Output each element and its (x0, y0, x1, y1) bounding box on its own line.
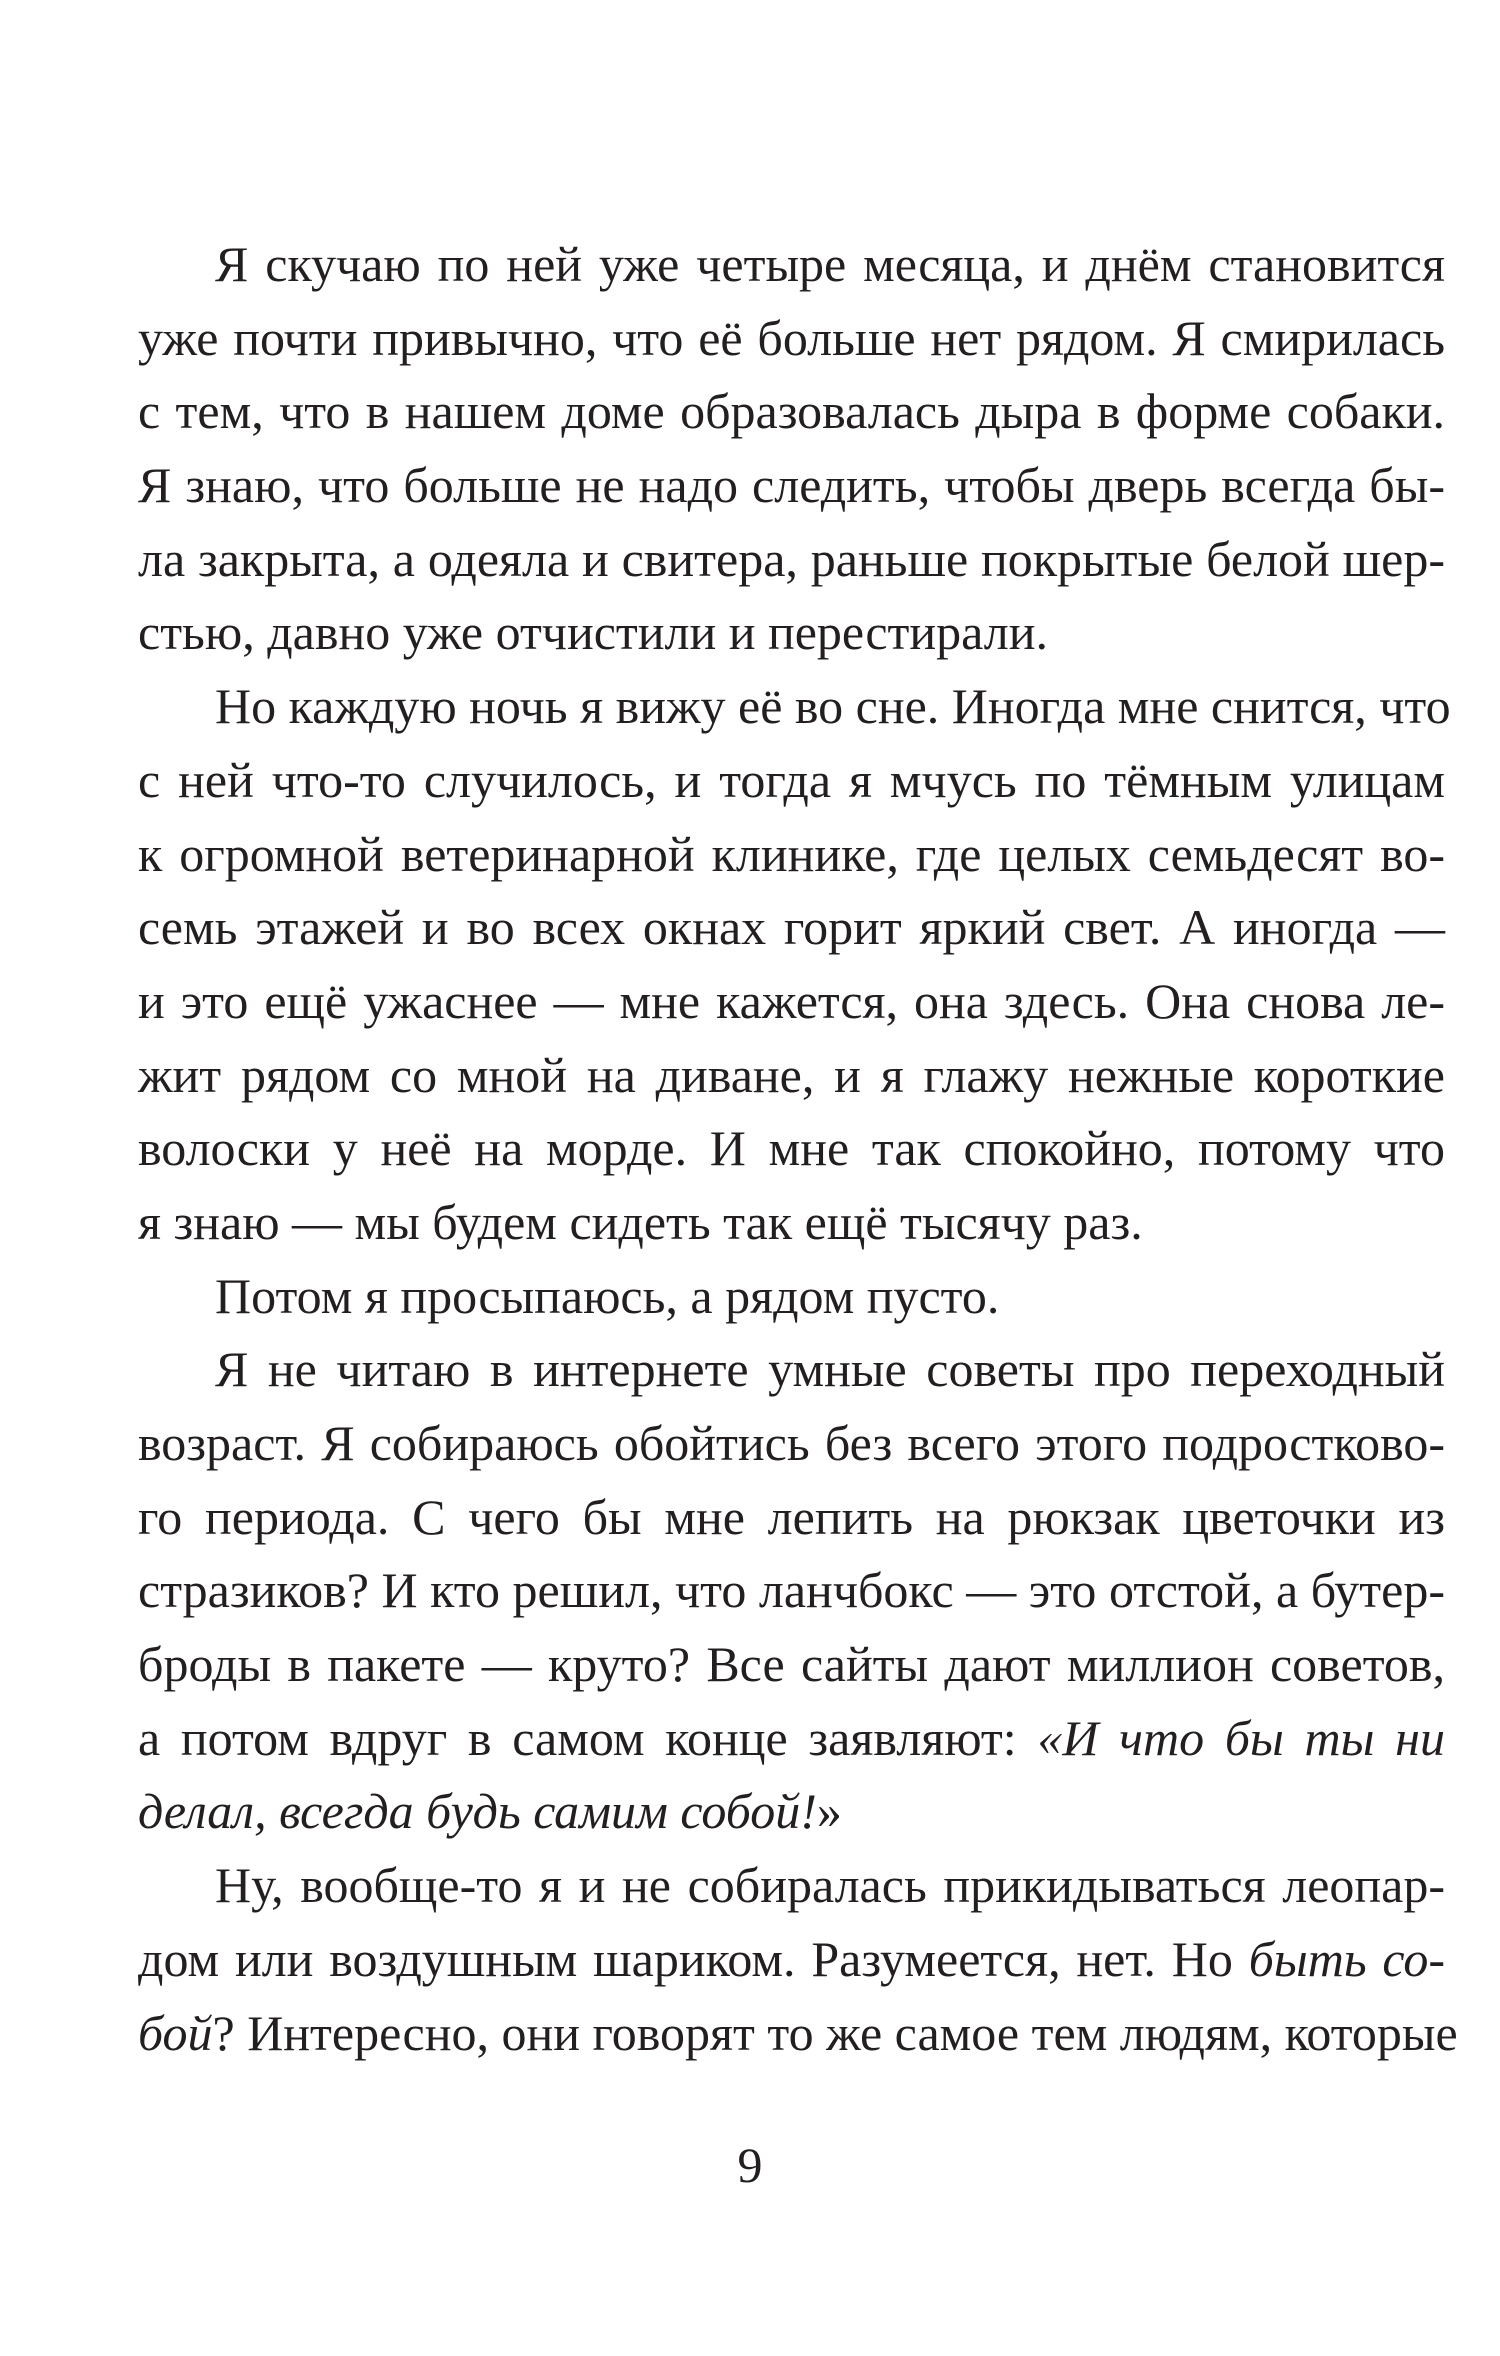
text-line: Но каждую ночь я вижу её во сне. Иногда мне снится, что (215, 678, 1451, 735)
text-line: Я не читаю в интернете умные советы про переходный (215, 1341, 1445, 1398)
italic-fragment: бой (138, 2004, 213, 2061)
text-line: жит рядом со мной на диване, и я глажу нежные короткие (138, 1046, 1445, 1103)
italic-fragment: делал, всегда будь самим собой! (138, 1783, 817, 1840)
body-text (138, 228, 1458, 2070)
text-line: стью, давно уже отчистили и перестирали. (138, 604, 1049, 661)
italic-fragment: быть со- (1248, 1930, 1445, 1987)
text-line: я знаю — мы будем сидеть так ещё тысячу раз. (138, 1193, 1143, 1250)
text-line: волоски у неё на морде. И мне так спокойно, потому что (138, 1120, 1445, 1177)
plain-fragment: » (816, 1783, 842, 1840)
plain-fragment: ? Интересно, они говорят то же самое тем людям, которые (212, 2004, 1458, 2061)
text-line: Я скучаю по ней уже четыре месяца, и днём становится (215, 236, 1445, 292)
text-line: ла закрыта, а одеяла и свитера, раньше покрытые белой шер- (138, 530, 1445, 587)
text-line: и это ещё ужаснее — мне кажется, она здесь. Она снова ле- (138, 972, 1445, 1029)
text-line: Потом я просыпаюсь, а рядом пусто. (215, 1267, 1000, 1324)
text-line: к огромной ветеринарной клинике, где целых семьдесят во- (138, 825, 1445, 882)
text-line: Я знаю, что больше не надо следить, чтобы дверь всегда бы- (138, 457, 1445, 514)
text-line: с тем, что в нашем доме образовалась дыра в форме собаки. (138, 383, 1445, 440)
page-number: 9 (737, 2137, 763, 2193)
text-line: броды в пакете — круто? Все сайты дают миллион советов, (138, 1636, 1445, 1693)
text-line: го периода. С чего бы мне лепить на рюкзак цветочки из (138, 1488, 1445, 1545)
text-line: с ней что-то случилось, и тогда я мчусь по тёмным улицам (138, 751, 1445, 808)
text-line (138, 1923, 1445, 1997)
text-line: стразиков? И кто решил, что ланчбокс — это отстой, а бутер- (138, 1562, 1445, 1619)
text-line: возраст. Я собираюсь обойтись без всего этого подростково- (138, 1415, 1445, 1471)
text-line: Ну, вообще-то я и не собиралась прикидываться леопар- (215, 1857, 1445, 1914)
text-line (138, 1775, 1445, 1849)
text-line: семь этажей и во всех окнах горит яркий свет. А иногда — (138, 899, 1445, 956)
plain-fragment: а потом вдруг в самом конце заявляют: (138, 1709, 1038, 1766)
text-line: уже почти привычно, что её больше нет рядом. Я смирилась (138, 309, 1445, 366)
italic-fragment: «И что бы ты ни (1037, 1709, 1445, 1766)
text-line (138, 1702, 1445, 1776)
text-line (138, 1997, 1458, 2071)
plain-fragment: дом или воздушным шариком. Разумеется, нет. Но (138, 1930, 1249, 1987)
